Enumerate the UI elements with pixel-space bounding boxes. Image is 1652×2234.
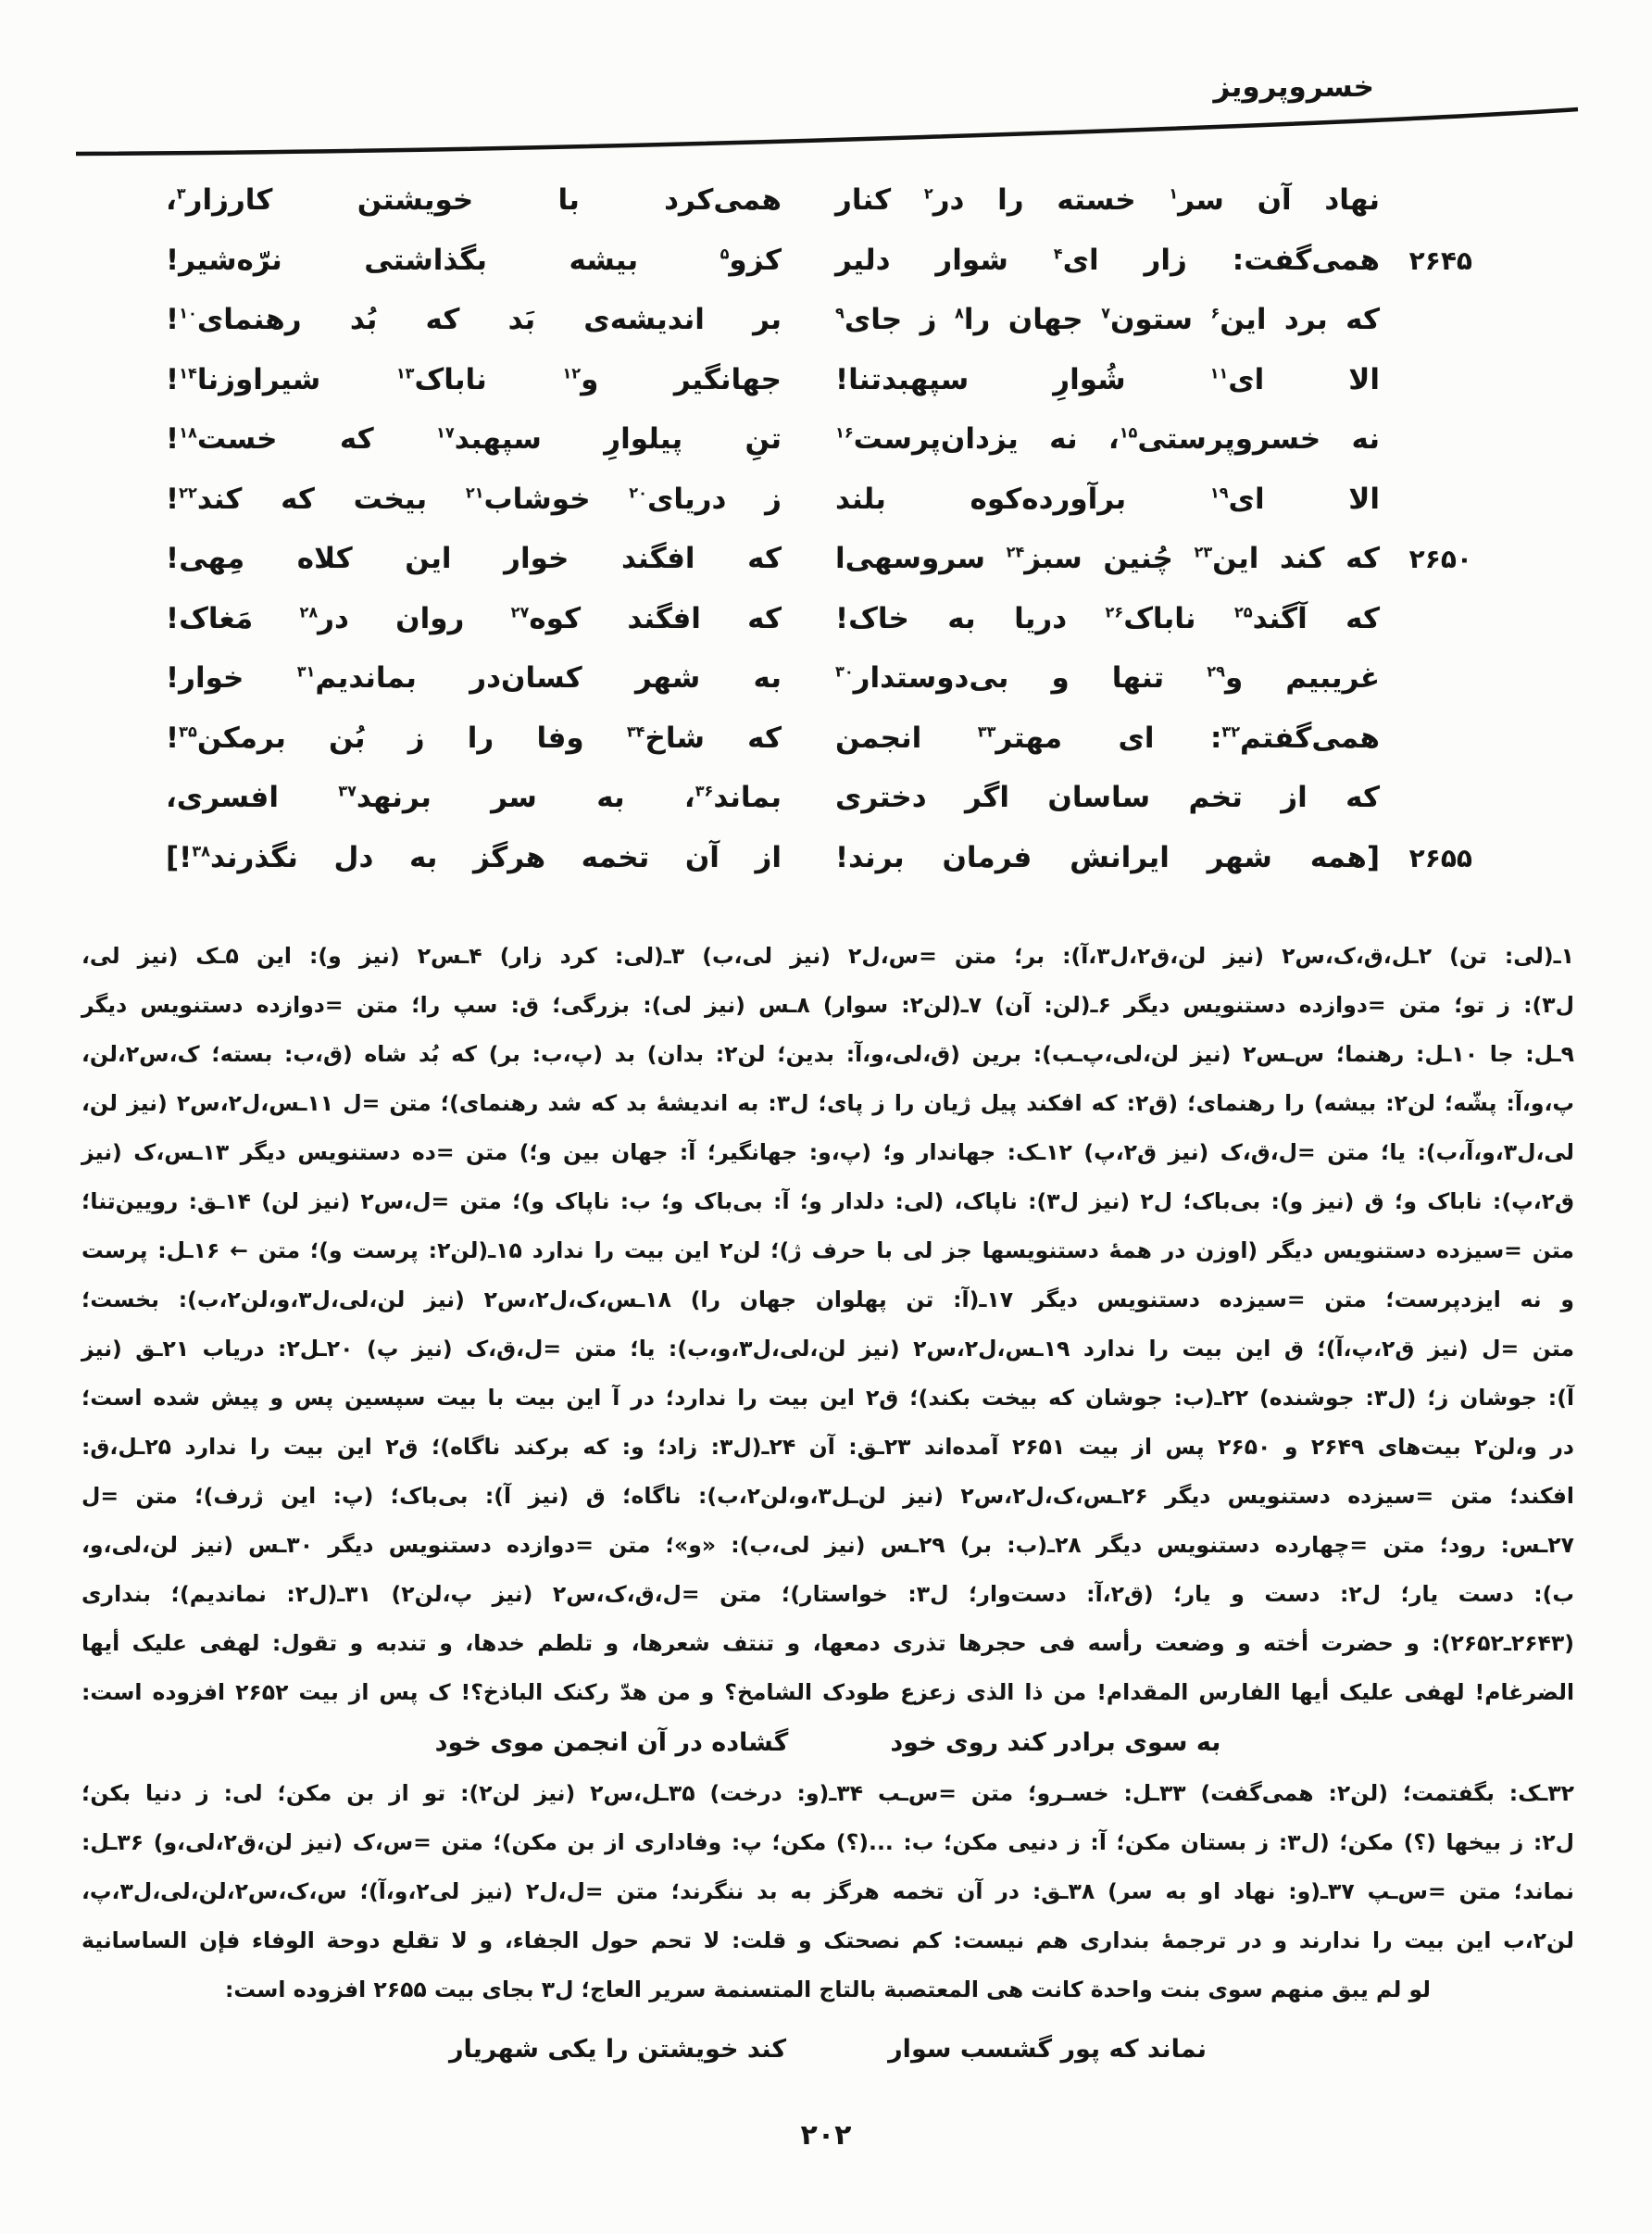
apparatus-line: متن =سیزده دستنویس دیگر (اوزن در همهٔ دستنویسها جز لی با حرف ژ)؛ لن۲ این بیت را ندارد ۱۵ـ(لن۲: پرست و)؛ متن ← ۱۶ـل: پرست (81, 1237, 1574, 1263)
apparatus-line: ۲۷ـس: رود؛ متن =چهارده دستنویس دیگر ۲۸ـ(ب: بر) ۲۹ـس (نیز لی،ب): «و»؛ متن =دوازده دستنویس دیگر ۳۰ـس (نیز لن،لی،و، (81, 1532, 1574, 1558)
hemistich-left: جهانگیر و$^{۱۲}$ ناباک$^{۱۳}$ شیراوزنا$^{۱۴}$! (166, 362, 782, 396)
hemistich-right: که کند این$^{۲۳}$ چُنین سبز$^{۲۴}$ سروسهی‌ا (835, 542, 1380, 575)
apparatus-line: ق۲،پ): ناباک و؛ ق (نیز و): بی‌باک؛ ل۲ (نیز ل۳): ناپاک، (لی: دلدار و؛ آ: بی‌باک و؛ ب: ناپاک و)؛ متن =ل،س۲ (نیز لن) ۱۴ـق: رویین‌تنا؛ (81, 1188, 1574, 1214)
apparatus-line: و نه ایزدپرست؛ متن =سیزده دستنویس دیگر ۱۷ـ(آ: تن پهلوان جهان را) ۱۸ـس،ک،ل۲،س۲ (نیز لن،لی،ل۳،و،لن۲،ب): بخست؛ (81, 1286, 1574, 1312)
hemistich-right: [همه شهر ایرانش فرمان برند! (835, 840, 1380, 874)
apparatus-line: آ): جوشان ز؛ (ل۳: جوشنده) ۲۲ـ(ب: جوشان که بیخت بکند)؛ ق۲ این بیت را ندارد؛ در آ این بیت با بیت سپسین پس و پیش شده است؛ (81, 1385, 1574, 1411)
poem-block (162, 183, 1472, 900)
apparatus-line: لن۲،ب این بیت را ندارند و در ترجمهٔ بنداری هم نیست: کم نصحتک و قلت: لا تحم حول الجفاء، و لا تقلع دوحة الوفاء فإن الساسانیة (81, 1927, 1574, 1953)
verse-number: ۲۶۵۰ (1408, 544, 1472, 574)
apparatus-line: در و،لن۲ بیت‌های ۲۶۴۹ و ۲۶۵۰ پس از بیت ۲۶۵۱ آمده‌اند ۲۳ـق: آن ۲۴ـ(ل۳: زاد؛ و: که برکند ناگاه)؛ ق۲ این بیت را ندارد ۲۵ـل،ق: (81, 1434, 1574, 1460)
hemistich-left: بر اندیشه‌ی بَد که بُد رهنمای$^{۱۰}$! (166, 303, 782, 336)
hemistich-right: نهاد آن سر$^۱$ خسته را در$^۲$ کنار (835, 183, 1380, 217)
hemistich-left: ز دریای$^{۲۰}$ خوشاب$^{۲۱}$ بیخت که کند$^{۲۲}$! (166, 482, 782, 516)
hemistich-right: که آگند$^{۲۵}$ ناباک$^{۲۶}$ دریا به خاک! (835, 601, 1380, 635)
apparatus-inline-verse (81, 2024, 1574, 2076)
hemistich-right: همی‌گفت: زار ای$^۴$ شوار دلیر (835, 243, 1381, 277)
apparatus-inline-verse (81, 1717, 1574, 1769)
hemistich-left: که افگند خوار این کلاه مِهی! (166, 542, 782, 575)
hemistich-left: که افگند کوه$^{۲۷}$ روان در$^{۲۸}$ مَغاک! (166, 601, 782, 635)
apparatus-line: ل۲: ز بیخها (؟) مکن؛ (ل۳: ز بستان مکن؛ آ: ز دنیی مکن؛ ب: ...(؟) مکن؛ پ: وفاداری از بن مکن)؛ متن =س،ک (نیز لن،ق۲،لی،و) ۳۶ـل: (81, 1829, 1575, 1855)
inline-verse-left: گشاده در آن انجمن موی خود (434, 1728, 789, 1757)
apparatus-line: نماند؛ متن =س‌ـپ ۳۷ـ(و: نهاد او به سر) ۳۸ـق: در آن تخمه هرگز به بد ننگرند؛ متن =ل،ل۲ (نیز لی۲،و،آ)؛ س،ک،س۲،لن،لی،ل۳،پ، (81, 1878, 1574, 1904)
hemistich-left: از آن تخمه هرگز به دل نگذرند$^{۳۸}$!] (166, 840, 782, 874)
hemistich-right: الا ای$^{۱۱}$ شُوارِ سپهبدتنا! (835, 362, 1380, 396)
verse-row (162, 781, 1472, 841)
apparatus-line: ل۳): ز تو؛ متن =دوازده دستنویس دیگر ۶ـ(لن: آن) ۷ـ(لن۲: سوار) ۸ـس (نیز لی): بزرگی؛ ق: سپ را؛ متن =دوازده دستنویس دیگر (81, 992, 1575, 1018)
hemistich-right: همی‌گفتم$^{۳۲}$: ای مهتر$^{۳۳}$ انجمن (835, 721, 1380, 755)
page-header-title: خسروپرویز (1213, 70, 1374, 104)
hemistich-right: نه خسروپرستی$^{۱۵}$، نه یزدان‌پرست$^{۱۶}$ (835, 422, 1380, 456)
apparatus-line: (۲۶۴۳ـ۲۶۵۲): و حضرت أخته و وضعت رأسه فی حجرها تذری دمعها، و تنتف شعرها، و تلطم خدها، و تندبه و تقول: لهفی علیک أیها (81, 1630, 1574, 1656)
verse-row (162, 722, 1472, 782)
verse-row (162, 303, 1472, 363)
hemistich-right: که از تخم ساسان اگر دختری (835, 781, 1380, 814)
apparatus-line: ۱ـ(لی: تن) ۲ـل،ق،ک،س۲ (نیز لن،ق۲،ل۳،آ): بر؛ متن =س،ل۲ (نیز لی،ب) ۳ـ(لی: کرد زار) ۴ـس۲ (نیز و): این ۵ـک (نیز لی، (81, 943, 1574, 969)
apparatus-line: پ،و،آ: پشّه؛ لن۲: بیشه) را رهنمای؛ (ق۲: که افکند پیل ژیان را ز پای؛ ل۳: به اندیشهٔ بد که شد رهنمای)؛ متن =ل ۱۱ـس،ل۲،س۲ (نیز لن، (81, 1090, 1575, 1116)
apparatus-line: ۳۲ـک: بگفتمت؛ (لن۲: همی‌گفت) ۳۳ـل: خسـرو؛ متن =س‌ـب ۳۴ـ(و: درخت) ۳۵ـل،س۲ (نیز لن۲): تو از بن مکن؛ لی: ز دنیا بکن؛ (81, 1780, 1574, 1806)
hemistich-left: کزو$^۵$ بیشه بگذاشتی نرّه‌شیر! (166, 243, 782, 277)
verse-row (162, 542, 1472, 602)
hemistich-right: که برد این$^۶$ ستون$^۷$ جهان را$^۸$ ز جای$^۹$ (835, 303, 1380, 336)
verse-row (162, 422, 1472, 483)
inline-verse-right: نماند که پور گشسب سوار (888, 2035, 1208, 2064)
apparatus-line: لو لم یبق منهم سوی بنت واحدة کانت هی المعتصبة بالتاج المتسنمة سریر العاج؛ ل۳ بجای بیت ۲۶۵۵ افزوده است: (224, 1977, 1432, 2002)
apparatus-line: الضرغام! لهفی علیک أیها الفارس المقدام! من ذا الذی زعزع طودک الشامخ؟ و من هدّ رکنک الباذخ؟! ک پس از بیت ۲۶۵۲ افزوده است: (81, 1679, 1575, 1705)
hemistich-left: تنِ پیلوارِ سپهبد$^{۱۷}$ که خست$^{۱۸}$! (166, 422, 782, 456)
apparatus-line: متن =ل (نیز ق۲،پ،آ)؛ ق این بیت را ندارد ۱۹ـس،ل۲،س۲ (نیز لن،لی،ل۳،و،ب): یا؛ متن =ل،ق،ک (نیز پ) ۲۰ـل۲: دریاب ۲۱ـق (نیز (81, 1336, 1575, 1362)
hemistich-right: غریبیم و$^{۲۹}$ تنها و بی‌دوستدار$^{۳۰}$ (835, 661, 1380, 695)
verse-row (162, 244, 1472, 304)
inline-verse-left: کند خویشتن را یکی شهریار (448, 2035, 787, 2064)
verse-row (162, 483, 1472, 543)
verse-row (162, 183, 1472, 244)
verse-row (162, 363, 1472, 423)
verse-number: ۲۶۴۵ (1408, 245, 1472, 276)
page-number: ۲۰۲ (800, 2119, 852, 2152)
hemistich-right: الا ای$^{۱۹}$ برآورده‌کوه بلند (835, 482, 1380, 516)
verse-row (162, 841, 1472, 901)
apparatus-line: ب): دست یار؛ ل۲: دست و یار؛ (ق۲،آ: دست‌وار؛ ل۳: خواستار)؛ متن =ل،ق،ک،س۲ (نیز پ،لن۲) ۳۱ـ(ل۲: نماندیم)؛ بنداری (81, 1581, 1575, 1607)
apparatus-line: لی،ل۳،و،آ،ب): یا؛ متن =ل،ق،ک (نیز ق۲،پ) ۱۲ـک: جهاندار و؛ (پ،و: جهانگیر؛ آ: جهان بین و؛) متن =ده دستنویس دیگر ۱۳ـس،ک (نیز (81, 1139, 1574, 1165)
verse-row (162, 602, 1472, 662)
hemistich-left: به شهر کسان‌در بماندیم$^{۳۱}$ خوار! (166, 661, 782, 695)
header-rule (72, 100, 1582, 165)
verse-row (162, 661, 1472, 722)
apparatus-line: افکند؛ متن =سیزده دستنویس دیگر ۲۶ـس،ک،ل۲،س۲ (نیز لن‌ـل۳،و،لن۲،ب): ناگاه؛ ق (نیز آ): بی‌باک؛ (پ: این ژرف)؛ متن =ل (81, 1483, 1574, 1509)
hemistich-left: که شاخ$^{۳۴}$ وفا را ز بُن برمکن$^{۳۵}$! (166, 721, 782, 755)
hemistich-left: همی‌کرد با خویشتن کارزار$^۳$، (166, 183, 782, 217)
apparatus-line: ۹ـل: جا ۱۰ـل: رهنما؛ س‌ـس۲ (نیز لن،لی،پ‌ـب): برین (ق،لی،و،آ: بدین؛ لن۲: بدان) بد (پ،ب: بر) که بُد شاه (ق،ب: بسته؛ ک،س۲،لن، (81, 1041, 1575, 1067)
hemistich-left: بماند$^{۳۶}$، به سر برنهد$^{۳۷}$ افسری، (166, 781, 782, 814)
critical-apparatus (81, 932, 1574, 2076)
inline-verse-right: به سوی برادر کند روی خود (890, 1728, 1221, 1757)
verse-number: ۲۶۵۵ (1408, 842, 1472, 873)
